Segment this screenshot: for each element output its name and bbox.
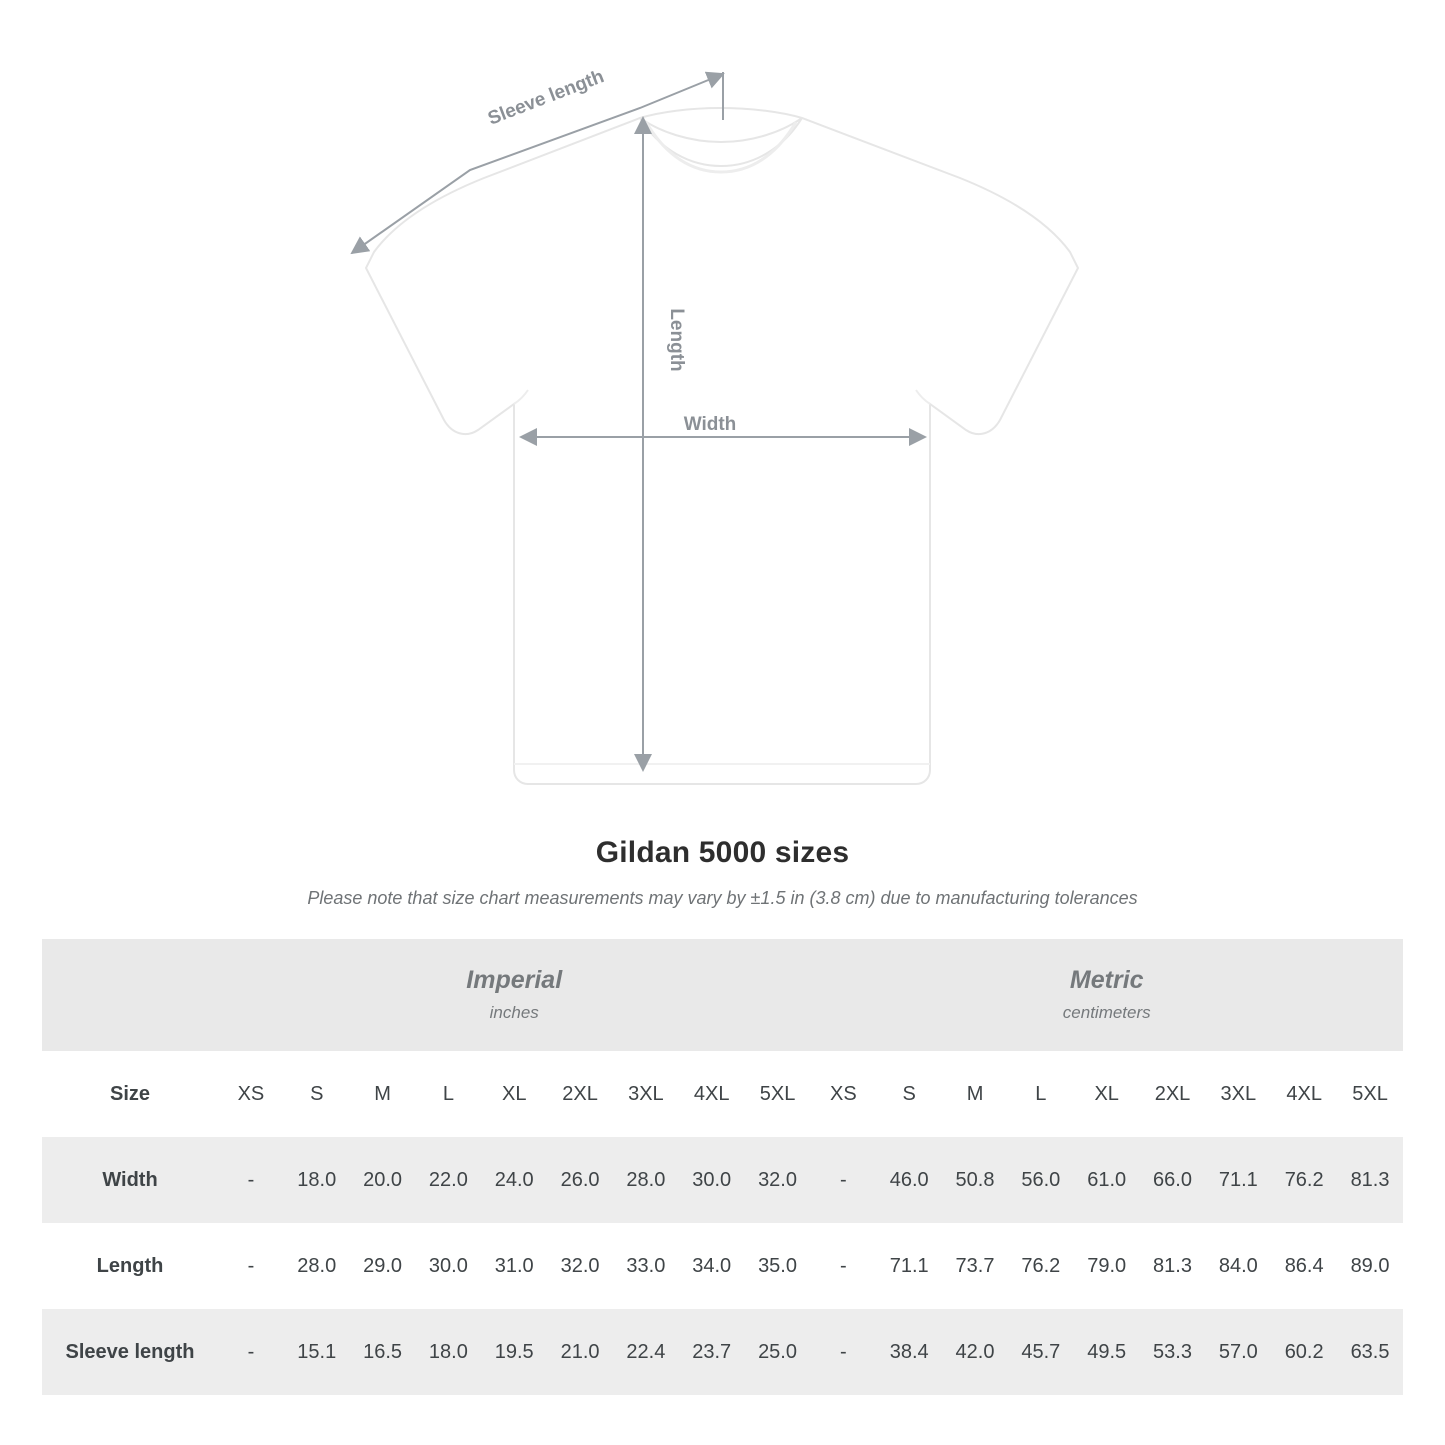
width-metric-s: 46.0 [876,1137,942,1223]
imperial-title: Imperial [466,966,563,995]
heading-block [0,836,1445,909]
sleeve-metric-3xl: 57.0 [1205,1309,1271,1395]
sleeve-metric-xl: 49.5 [1074,1309,1140,1395]
row-label-sleeve-length: Sleeve length [42,1309,218,1395]
length-metric-m: 73.7 [942,1223,1008,1309]
length-imperial-4xl: 34.0 [679,1223,745,1309]
width-metric-2xl: 66.0 [1140,1137,1206,1223]
size-col-metric-xs: XS [810,1051,876,1137]
size-label: Size [42,1051,218,1137]
tolerance-note: Please note that size chart measurements may vary by ±1.5 in (3.8 cm) due to manufacturing tolerances [307,888,1138,908]
page-title: Gildan 5000 sizes [595,836,850,869]
width-imperial-m: 20.0 [350,1137,416,1223]
sleeve-imperial-4xl: 23.7 [679,1309,745,1395]
size-col-metric-5xl: 5XL [1337,1051,1403,1137]
length-imperial-xs: - [218,1223,284,1309]
length-imperial-2xl: 32.0 [547,1223,613,1309]
size-col-imperial-m: M [350,1051,416,1137]
length-imperial-5xl: 35.0 [745,1223,811,1309]
sleeve-imperial-xs: - [218,1309,284,1395]
table-row [42,1309,1403,1395]
width-metric-l: 56.0 [1008,1137,1074,1223]
width-metric-4xl: 76.2 [1271,1137,1337,1223]
width-imperial-xl: 24.0 [481,1137,547,1223]
length-imperial-m: 29.0 [350,1223,416,1309]
length-label: Length [666,308,687,372]
size-table-wrap [42,939,1403,1395]
width-metric-3xl: 71.1 [1205,1137,1271,1223]
length-imperial-3xl: 33.0 [613,1223,679,1309]
width-imperial-xs: - [218,1137,284,1223]
sleeve-imperial-s: 15.1 [284,1309,350,1395]
tshirt-shape [366,108,1078,784]
imperial-subtitle: inches [489,1002,539,1022]
size-col-metric-3xl: 3XL [1205,1051,1271,1137]
size-col-metric-xl: XL [1074,1051,1140,1137]
unit-header-row [42,939,1403,1051]
size-header-row [42,1051,1403,1137]
width-imperial-5xl: 32.0 [745,1137,811,1223]
sleeve-metric-4xl: 60.2 [1271,1309,1337,1395]
width-metric-m: 50.8 [942,1137,1008,1223]
sleeve-metric-xs: - [810,1309,876,1395]
width-imperial-3xl: 28.0 [613,1137,679,1223]
width-imperial-l: 22.0 [415,1137,481,1223]
size-col-metric-m: M [942,1051,1008,1137]
sleeve-imperial-xl: 19.5 [481,1309,547,1395]
length-metric-4xl: 86.4 [1271,1223,1337,1309]
row-label-length: Length [42,1223,218,1309]
size-col-metric-2xl: 2XL [1140,1051,1206,1137]
size-col-imperial-l: L [415,1051,481,1137]
metric-header-cell [810,939,1403,1051]
unit-header-spacer [42,939,218,1051]
length-imperial-xl: 31.0 [481,1223,547,1309]
size-col-imperial-2xl: 2XL [547,1051,613,1137]
size-col-metric-l: L [1008,1051,1074,1137]
length-metric-2xl: 81.3 [1140,1223,1206,1309]
size-col-imperial-xs: XS [218,1051,284,1137]
sleeve-metric-m: 42.0 [942,1309,1008,1395]
sleeve-metric-l: 45.7 [1008,1309,1074,1395]
sleeve-imperial-5xl: 25.0 [745,1309,811,1395]
width-metric-5xl: 81.3 [1337,1137,1403,1223]
size-col-imperial-5xl: 5XL [745,1051,811,1137]
sleeve-imperial-l: 18.0 [415,1309,481,1395]
width-metric-xl: 61.0 [1074,1137,1140,1223]
sleeve-metric-2xl: 53.3 [1140,1309,1206,1395]
table-row [42,1137,1403,1223]
imperial-header-cell [218,939,810,1051]
sleeve-imperial-m: 16.5 [350,1309,416,1395]
sleeve-imperial-3xl: 22.4 [613,1309,679,1395]
length-imperial-s: 28.0 [284,1223,350,1309]
length-metric-s: 71.1 [876,1223,942,1309]
length-metric-xs: - [810,1223,876,1309]
width-label: Width [683,414,737,435]
sleeve-metric-s: 38.4 [876,1309,942,1395]
metric-subtitle: centimeters [1062,1002,1151,1022]
metric-title: Metric [1069,966,1144,995]
size-col-imperial-xl: XL [481,1051,547,1137]
size-table [42,939,1403,1395]
length-metric-xl: 79.0 [1074,1223,1140,1309]
sleeve-length-label: Sleeve length [485,66,607,130]
width-imperial-2xl: 26.0 [547,1137,613,1223]
size-col-imperial-3xl: 3XL [613,1051,679,1137]
length-metric-5xl: 89.0 [1337,1223,1403,1309]
sleeve-metric-5xl: 63.5 [1337,1309,1403,1395]
width-metric-xs: - [810,1137,876,1223]
length-imperial-l: 30.0 [415,1223,481,1309]
length-metric-l: 76.2 [1008,1223,1074,1309]
length-metric-3xl: 84.0 [1205,1223,1271,1309]
row-label-width: Width [42,1137,218,1223]
table-row [42,1223,1403,1309]
sleeve-imperial-2xl: 21.0 [547,1309,613,1395]
size-col-imperial-4xl: 4XL [679,1051,745,1137]
width-imperial-4xl: 30.0 [679,1137,745,1223]
width-imperial-s: 18.0 [284,1137,350,1223]
size-col-metric-4xl: 4XL [1271,1051,1337,1137]
size-col-imperial-s: S [284,1051,350,1137]
size-col-metric-s: S [876,1051,942,1137]
